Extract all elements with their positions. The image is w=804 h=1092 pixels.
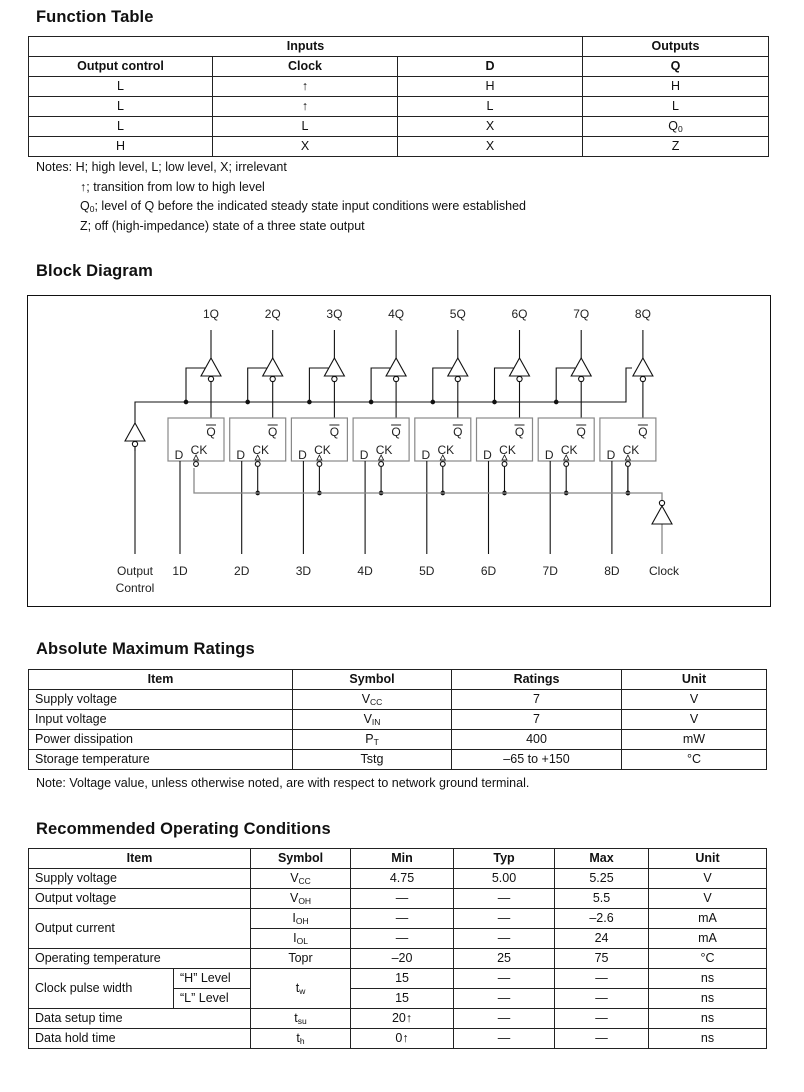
flipflop-cell	[600, 330, 656, 554]
rating-cell: 7	[452, 710, 622, 730]
svg-text:CK: CK	[499, 443, 516, 457]
abs-max-ratings-title: Absolute Maximum Ratings	[36, 640, 255, 658]
svg-text:Output: Output	[116, 564, 154, 578]
table-row: Operating temperature Topr –20 25 75 °C	[29, 949, 767, 969]
svg-text:Q: Q	[329, 425, 340, 439]
svg-text:8D: 8D	[604, 564, 620, 578]
table-row: Output current $I_{OH}$ — — –2.6 mA	[29, 909, 767, 929]
col-item: Item	[29, 849, 251, 869]
rating-cell: 7	[452, 690, 622, 710]
col-output-control: Output control	[29, 57, 213, 77]
cell: Z	[583, 137, 769, 157]
cell: H	[29, 137, 213, 157]
svg-text:CK: CK	[190, 443, 208, 457]
unit-cell: V	[622, 690, 767, 710]
svg-text:CK: CK	[252, 443, 270, 457]
table-row	[29, 97, 769, 117]
block-diagram-title: Block Diagram	[36, 262, 153, 280]
col-ratings: Ratings	[452, 670, 622, 690]
svg-text:Q: Q	[638, 425, 648, 439]
svg-text:1Q: 1Q	[202, 307, 220, 321]
svg-text:D: D	[236, 448, 246, 462]
svg-text:Q: Q	[268, 425, 278, 439]
flipflop-cell	[538, 330, 594, 554]
outputs-group-header: Outputs	[583, 37, 769, 57]
svg-text:Q: Q	[206, 425, 216, 439]
table-row	[29, 750, 767, 770]
table-row	[29, 137, 769, 157]
abs-max-ratings-table	[28, 669, 767, 770]
flipflop-cell	[415, 330, 471, 554]
cell: L	[29, 117, 213, 137]
table-row	[29, 117, 769, 137]
function-table-notes	[36, 158, 526, 236]
svg-text:CK: CK	[560, 443, 578, 457]
svg-text:D: D	[421, 448, 431, 462]
table-row: Data setup time $t_{su}$ 20↑ — — ns	[29, 1009, 767, 1029]
table-row	[29, 730, 767, 750]
unit-cell: mW	[622, 730, 767, 750]
svg-text:4D: 4D	[357, 564, 373, 578]
col-symbol: Symbol	[251, 849, 351, 869]
svg-text:CK: CK	[375, 443, 393, 457]
cell: L	[29, 97, 213, 117]
cell: X	[213, 137, 398, 157]
item-cell: Supply voltage	[29, 690, 293, 710]
col-unit: Unit	[622, 670, 767, 690]
svg-text:6D: 6D	[480, 564, 497, 578]
item-cell: Input voltage	[29, 710, 293, 730]
svg-text:Q: Q	[514, 425, 525, 439]
symbol-cell: $P_T$	[293, 730, 452, 750]
table-row	[29, 77, 769, 97]
cell: L	[213, 117, 398, 137]
symbol-cell: Tstg	[293, 750, 452, 770]
svg-text:3D: 3D	[295, 564, 312, 578]
col-item: Item	[29, 670, 293, 690]
rating-cell: –65 to +150	[452, 750, 622, 770]
unit-cell: V	[622, 710, 767, 730]
symbol-cell: $V_{CC}$	[293, 690, 452, 710]
cell: L	[583, 97, 769, 117]
cell: L	[398, 97, 583, 117]
col-max: Max	[555, 849, 649, 869]
svg-text:CK: CK	[437, 443, 455, 457]
col-unit: Unit	[649, 849, 767, 869]
table-row	[29, 710, 767, 730]
cell: X	[398, 117, 583, 137]
svg-text:7Q: 7Q	[573, 307, 590, 321]
function-table	[28, 36, 769, 157]
table-row: Output voltage $V_{OH}$ — — 5.5 V	[29, 889, 767, 909]
cell: H	[398, 77, 583, 97]
rec-operating-title: Recommended Operating Conditions	[36, 820, 331, 838]
table-row: $I_{OL}$ — — 24 mA	[29, 929, 767, 949]
flipflop-cell	[230, 330, 286, 554]
svg-text:D: D	[544, 448, 554, 462]
function-table-title: Function Table	[36, 8, 154, 26]
svg-text:1D: 1D	[172, 564, 188, 578]
svg-text:D: D	[359, 448, 369, 462]
col-clock: Clock	[213, 57, 398, 77]
table-row: Supply voltage $V_{CC}$ 4.75 5.00 5.25 V	[29, 869, 767, 889]
svg-text:8Q: 8Q	[634, 307, 651, 321]
table-row: Data hold time $t_h$ 0↑ — — ns	[29, 1029, 767, 1049]
svg-text:2Q: 2Q	[264, 307, 281, 321]
svg-text:Clock: Clock	[648, 564, 680, 578]
cell: L	[29, 77, 213, 97]
svg-text:Q: Q	[576, 425, 586, 439]
svg-text:D: D	[298, 448, 307, 462]
svg-text:Q: Q	[391, 425, 401, 439]
flipflop-cell	[291, 330, 347, 554]
svg-text:6Q: 6Q	[511, 307, 528, 321]
unit-cell: °C	[622, 750, 767, 770]
svg-text:5Q: 5Q	[449, 307, 466, 321]
note-line: ↑; transition from low to high level	[80, 179, 265, 194]
svg-text:5D: 5D	[419, 564, 435, 578]
svg-text:4Q: 4Q	[388, 307, 405, 321]
flipflop-cell	[168, 330, 224, 554]
flipflop-cell	[353, 330, 409, 554]
svg-text:7D: 7D	[542, 564, 558, 578]
svg-text:D: D	[606, 448, 616, 462]
table-row: “L” Level 15 — — ns	[29, 989, 767, 1009]
cell: H	[583, 77, 769, 97]
note-line: Z; off (high-impedance) state of a three state output	[80, 218, 365, 233]
table-row: Clock pulse width “H” Level $t_w$ 15 — — ns	[29, 969, 767, 989]
rating-cell: 400	[452, 730, 622, 750]
cell-q0: $Q_0$	[583, 117, 769, 137]
col-typ: Typ	[454, 849, 555, 869]
svg-text:D: D	[174, 448, 184, 462]
note-line: H; high level, L; low level, X; irrelevant	[75, 160, 287, 174]
col-min: Min	[351, 849, 454, 869]
symbol-cell: $V_{IN}$	[293, 710, 452, 730]
col-d: D	[398, 57, 583, 77]
item-cell: Storage temperature	[29, 750, 293, 770]
notes-label: Notes:	[36, 160, 73, 174]
svg-text:D: D	[483, 448, 492, 462]
svg-text:CK: CK	[314, 443, 331, 457]
flipflop-cell	[477, 330, 533, 554]
col-q: Q	[583, 57, 769, 77]
table-row	[29, 690, 767, 710]
rec-operating-table	[28, 848, 767, 1049]
svg-text:CK: CK	[622, 443, 640, 457]
note-line: $Q_0$; level of Q before the indicated steady state input conditions were established	[80, 199, 526, 214]
abs-max-note: Note: Voltage value, unless otherwise noted, are with respect to network ground terminal.	[36, 776, 530, 790]
cell: ↑	[213, 97, 398, 117]
svg-text:3Q: 3Q	[326, 307, 343, 321]
svg-text:Q: Q	[453, 425, 463, 439]
svg-text:2D: 2D	[234, 564, 250, 578]
inputs-group-header: Inputs	[29, 37, 583, 57]
item-cell: Power dissipation	[29, 730, 293, 750]
col-symbol: Symbol	[293, 670, 452, 690]
cell: X	[398, 137, 583, 157]
block-diagram	[27, 295, 771, 607]
svg-text:Control: Control	[115, 581, 155, 595]
cell: ↑	[213, 77, 398, 97]
